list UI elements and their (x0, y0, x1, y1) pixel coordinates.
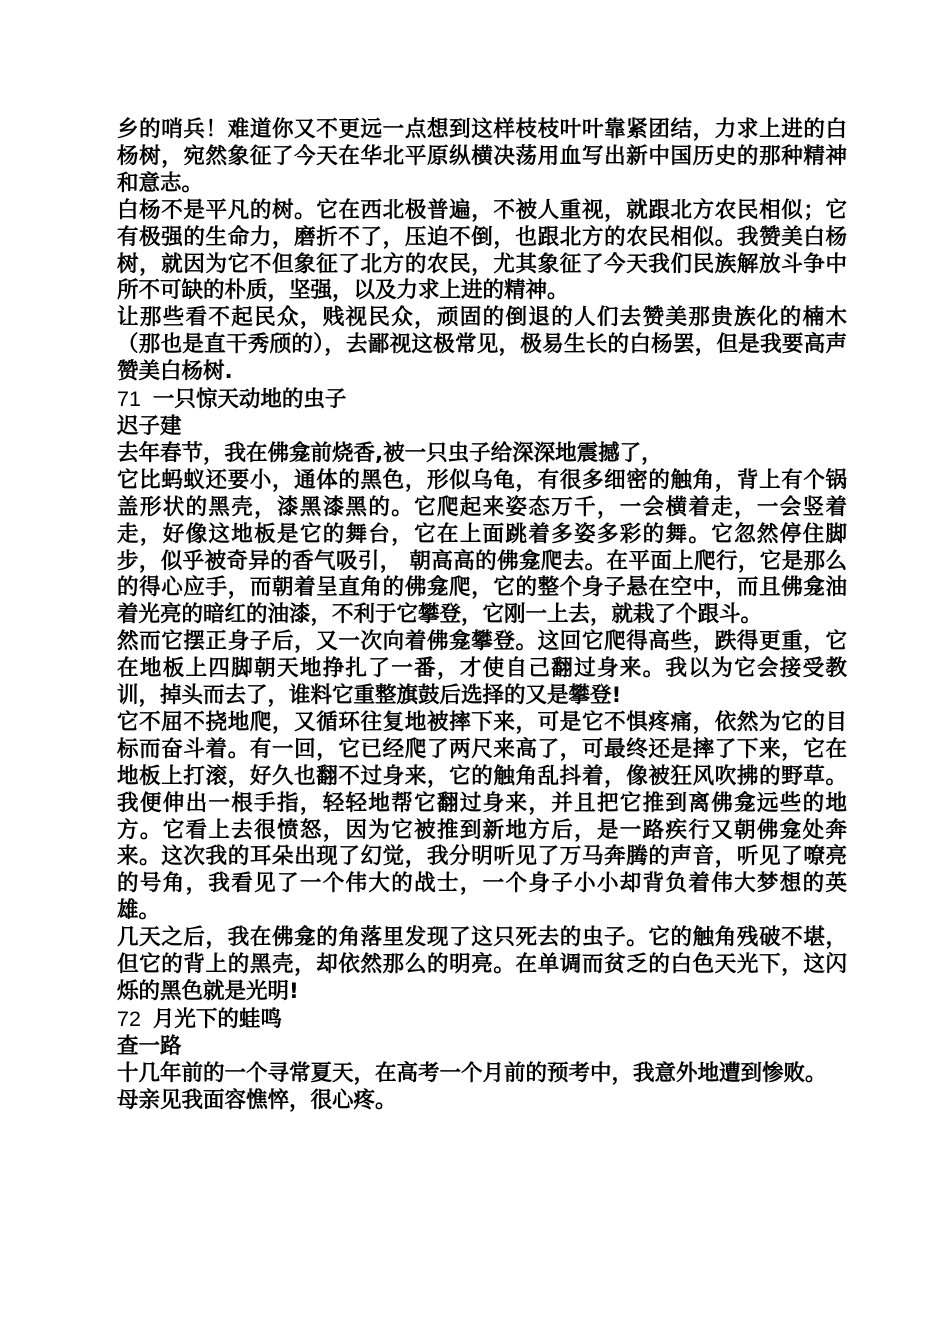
paragraph: 然而它摆正身子后，又一次向着佛龛攀登。这回它爬得高些，跌得更重，它在地板上四脚朝天地挣扎了一番，才使自己翻过身来。我以为它会接受教训，掉头而去了，谁料它重整旗鼓后选择的又是攀登! (117, 629, 847, 709)
paragraph: 十几年前的一个寻常夏天，在高考一个月前的预考中，我意外地遭到惨败。 (117, 1060, 827, 1086)
paragraph: 白杨不是平凡的树。它在西北极普遍，不被人重视，就跟北方农民相似；它有极强的生命力，磨折不了，压迫不倒，也跟北方的农民相似。我赞美白杨树，就因为它不但象征了北方的农民，尤其象征了今天我们民族解放斗争中所不可缺的朴质，坚强，以及力求上进的精神。 (117, 197, 847, 304)
paragraph: 乡的哨兵！难道你又不更远一点想到这样枝枝叶叶靠紧团结，力求上进的白杨树，宛然象征了今天在华北平原纵横决荡用血写出新中国历史的那种精神和意志。 (117, 117, 847, 196)
section-title: 月光下的蛙鸣 (152, 1006, 282, 1032)
section-number: 72 (117, 1006, 141, 1031)
section-heading (117, 1006, 847, 1034)
section-author: 迟子建 (117, 413, 182, 439)
paragraph: 去年春节，我在佛龛前烧香,被一只虫子给深深地震撼了， (117, 440, 663, 466)
document-page (117, 117, 847, 1115)
paragraph: 几天之后，我在佛龛的角落里发现了这只死去的虫子。它的触角残破不堪，但它的背上的黑壳，却依然那么的明亮。在单调而贫乏的白色天光下，这闪烁的黑色就是光明! (117, 925, 847, 1004)
section-author: 查一路 (117, 1033, 182, 1059)
paragraph: 它比蚂蚁还要小，通体的黑色，形似乌龟，有很多细密的触角，背上有个锅盖形状的黑壳，漆黑漆黑的。它爬起来姿态万千，一会横着走，一会竖着走，好像这地板是它的舞台，它在上面跳着多姿多彩的舞。它忽然停住脚步，似乎被奇异的香气吸引， 朝高高的佛龛爬去。在平面上爬行，它是那么的得心应手，而朝着呈直角的佛龛爬，它的整个身子悬在空中，而且佛龛油着光亮的暗红的油漆，不利于它攀登，它刚一上去，就栽了个跟斗。 (117, 467, 847, 628)
section-title: 一只惊天动地的虫子 (152, 387, 347, 413)
section-number: 71 (117, 387, 141, 412)
paragraph: 母亲见我面容憔悴，很心疼。 (117, 1087, 397, 1113)
paragraph: 让那些看不起民众，贱视民众，顽固的倒退的人们去赞美那贵族化的楠木（那也是直干秀颀的），去鄙视这极常见，极易生长的白杨罢，但是我要高声赞美白杨树. (117, 305, 847, 385)
section-heading (117, 386, 847, 414)
paragraph: 它不屈不挠地爬，又循环往复地被摔下来，可是它不惧疼痛，依然为它的目标而奋斗着。有一回，它已经爬了两尺来高了，可最终还是摔了下来，它在地板上打滚，好久也翻不过身来，它的触角乱抖着，像被狂风吹拂的野草。我便伸出一根手指，轻轻地帮它翻过身来，并且把它推到离佛龛远些的地方。它看上去很愤怒，因为它被推到新地方后，是一路疾行又朝佛龛处奔来。这次我的耳朵出现了幻觉，我分明听见了万马奔腾的声音，听见了嘹亮的号角，我看见了一个伟大的战士，一个身子小小却背负着伟大梦想的英雄。 (117, 709, 847, 924)
